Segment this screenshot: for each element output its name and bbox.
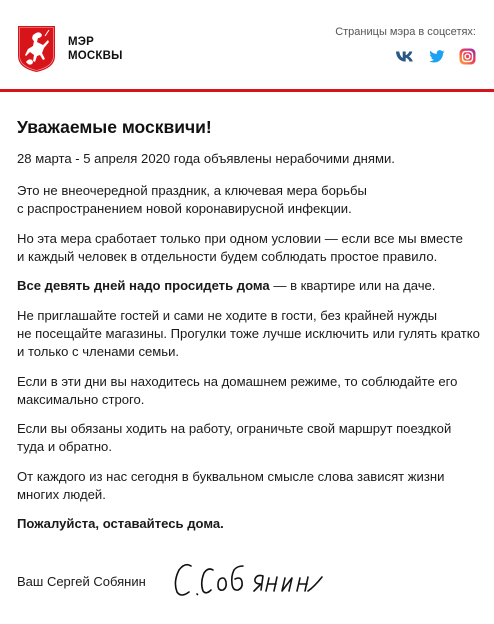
paragraph-line: 28 марта - 5 апреля 2020 года объявлены нерабочими днями.	[17, 151, 395, 166]
paragraph-dates	[17, 150, 482, 168]
paragraph-line: многих людей.	[17, 487, 106, 502]
paragraph-line: с распространением новой коронавирусной инфекции.	[17, 201, 352, 216]
paragraph-work	[17, 420, 482, 456]
rule-rest-text: — в квартире или на даче.	[269, 278, 436, 293]
letter-title: Уважаемые москвичи!	[17, 117, 212, 137]
logo-line-1: МЭР	[68, 36, 95, 48]
paragraph-closing	[17, 515, 482, 533]
paragraph-lives	[17, 468, 482, 504]
logo-text	[68, 35, 123, 63]
mayor-logo-link[interactable]	[17, 25, 123, 73]
twitter-link[interactable]	[429, 50, 445, 68]
logo-line-2: МОСКВЫ	[68, 50, 123, 62]
social-links	[335, 26, 476, 70]
social-label: Страницы мэра в соцсетях:	[335, 26, 476, 38]
paragraph-guests	[17, 307, 482, 361]
paragraph-line: Не приглашайте гостей и сами не ходите в гости, без крайней нужды	[17, 308, 438, 323]
instagram-link[interactable]	[459, 48, 476, 70]
paragraph-line: и только с членами семьи.	[17, 344, 180, 359]
handwritten-signature	[173, 556, 353, 604]
paragraph-reason	[17, 182, 482, 218]
instagram-icon	[459, 48, 476, 65]
paragraph-home-regime	[17, 373, 482, 409]
paragraph-line: максимально строго.	[17, 392, 145, 407]
header	[0, 0, 494, 92]
paragraph-line: От каждого из нас сегодня в буквальном смысле слова зависят жизни	[17, 469, 445, 484]
paragraph-line: Если в эти дни вы находитесь на домашнем режиме, то соблюдайте его	[17, 374, 458, 389]
signature-block	[17, 556, 477, 616]
paragraph-stay-home-rule	[17, 277, 482, 295]
paragraph-line: не посещайте магазины. Прогулки тоже лучше исключить или гулять кратко	[17, 326, 480, 341]
paragraph-line: туда и обратно.	[17, 439, 112, 454]
paragraph-line: и каждый человек в отдельности будем соблюдать простое правило.	[17, 249, 438, 264]
vk-link[interactable]	[395, 50, 415, 68]
bold-rule-text: Все девять дней надо просидеть дома	[17, 278, 270, 293]
moscow-emblem-icon	[17, 25, 56, 73]
social-icons-row	[335, 48, 476, 70]
letter-body	[0, 117, 494, 138]
paragraph-condition	[17, 230, 482, 266]
sign-off-text: Ваш Сергей Собянин	[17, 574, 146, 589]
paragraph-line: Если вы обязаны ходить на работу, ограничьте свой маршрут поездкой	[17, 421, 452, 436]
closing-bold-text: Пожалуйста, оставайтесь дома.	[17, 516, 224, 531]
twitter-icon	[429, 50, 445, 63]
paragraph-line: Но эта мера сработает только при одном условии — если все мы вместе	[17, 231, 463, 246]
vk-icon	[395, 50, 415, 63]
paragraph-line: Это не внеочередной праздник, а ключевая мера борьбы	[17, 183, 367, 198]
